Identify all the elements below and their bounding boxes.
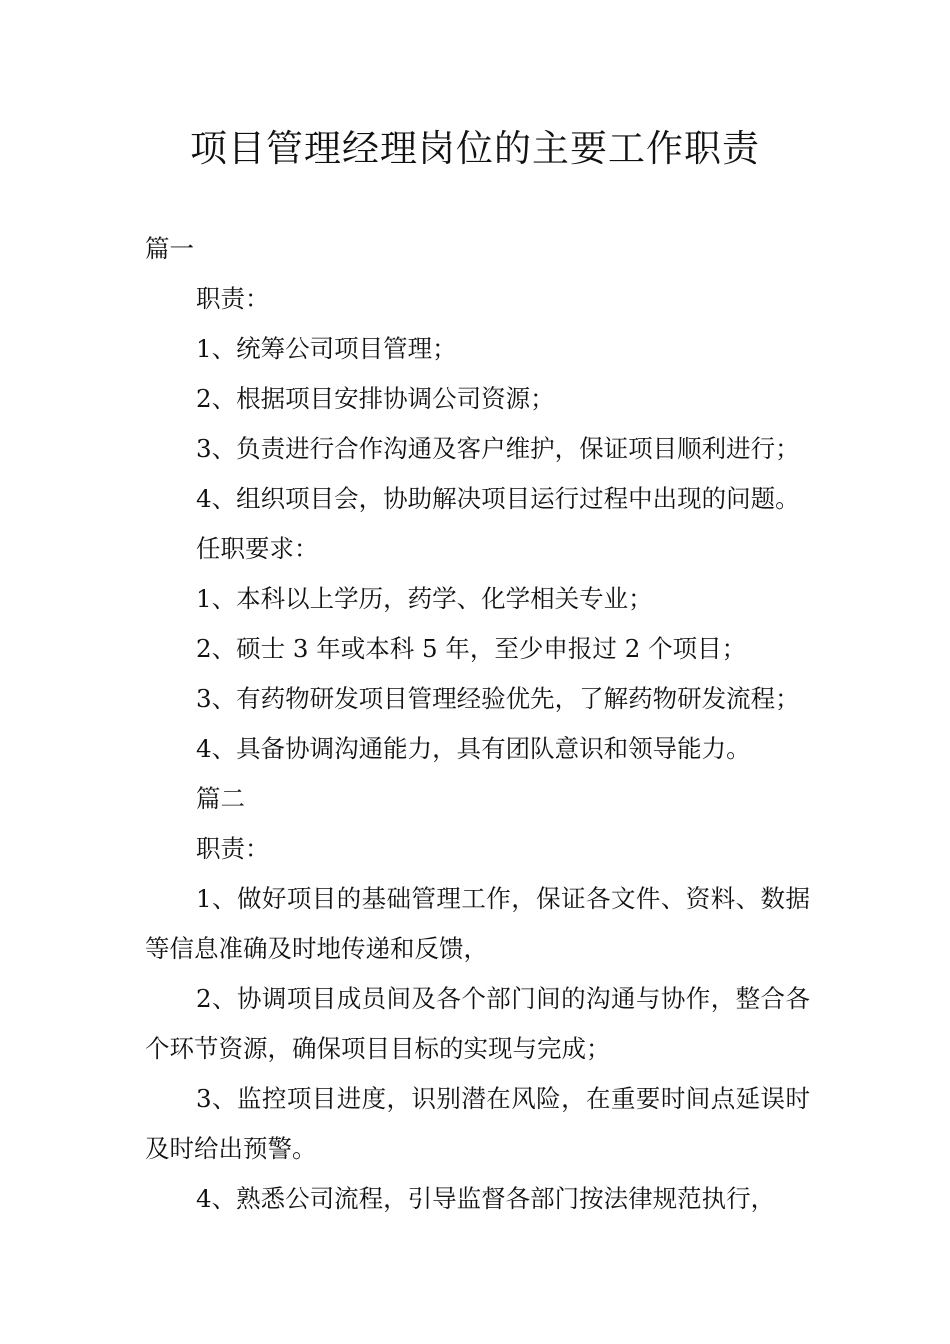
- duty-item: 2、根据项目安排协调公司资源；: [196, 384, 555, 413]
- requirements-label: 任职要求：: [196, 534, 319, 563]
- duties-label: 职责：: [196, 284, 270, 313]
- requirement-item: 1、本科以上学历，药学、化学相关专业；: [196, 584, 653, 613]
- section-heading-1: 篇一: [145, 234, 194, 263]
- duty-item: 2、协调项目成员间及各个部门间的沟通与协作，整合各个环节资源，确保项目目标的实现与完成；: [145, 984, 810, 1063]
- duty-item: 1、统筹公司项目管理；: [196, 334, 457, 363]
- duty-item: 4、组织项目会，协助解决项目运行过程中出现的问题。: [196, 484, 800, 513]
- duty-item: 1、做好项目的基础管理工作，保证各文件、资料、数据等信息准确及时地传递和反馈，: [145, 884, 810, 963]
- duty-item: 4、熟悉公司流程，引导监督各部门按法律规范执行，: [196, 1184, 776, 1213]
- document-body: [145, 224, 810, 1224]
- duty-item: 3、负责进行合作沟通及客户维护，保证项目顺利进行；: [196, 434, 800, 463]
- duties-label: 职责：: [196, 834, 270, 863]
- requirement-item: 2、硕士 3 年或本科 5 年，至少申报过 2 个项目；: [196, 634, 747, 663]
- section-heading-2: 篇二: [196, 784, 245, 813]
- requirement-item: 3、有药物研发项目管理经验优先，了解药物研发流程；: [196, 684, 800, 713]
- duty-item: 3、监控项目进度，识别潜在风险，在重要时间点延误时及时给出预警。: [145, 1084, 810, 1163]
- requirement-item: 4、具备协调沟通能力，具有团队意识和领导能力。: [196, 734, 751, 763]
- document-title: 项目管理经理岗位的主要工作职责: [190, 127, 760, 170]
